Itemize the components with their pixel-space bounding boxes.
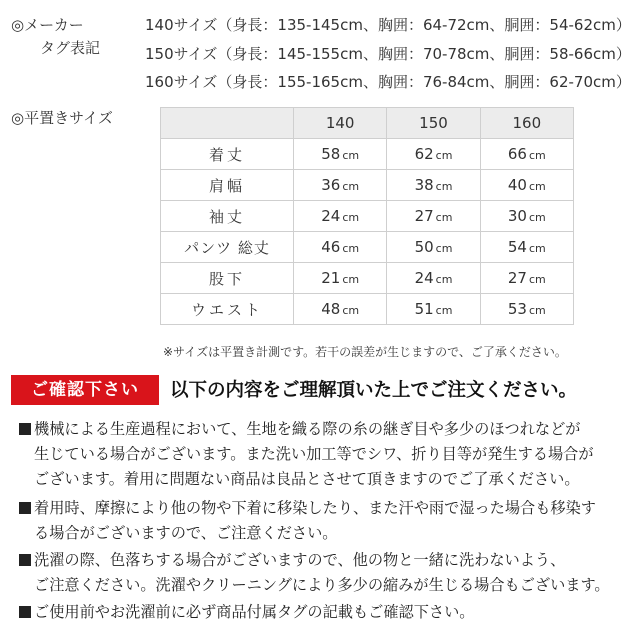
row-label: パンツ 総丈 <box>161 232 294 263</box>
table-cell: 66 cm <box>480 139 573 170</box>
table-cell: 38 cm <box>387 170 480 201</box>
flat-size-label: ◎平置きサイズ <box>11 109 113 127</box>
table-cell: 54 cm <box>480 232 573 263</box>
table-cell: 27 cm <box>480 263 573 294</box>
notice-item: 洗濯の際、色落ちする場合がございますので、他の物と一緒に洗わないよう、 ご注意ください。洗濯やクリーニングにより多少の縮みが生じる場合もございます。 <box>19 548 610 598</box>
table-cell: 27 cm <box>387 201 480 232</box>
row-label: 股下 <box>161 263 294 294</box>
table-row <box>161 201 574 232</box>
maker-label-2: タグ表記 <box>40 39 101 57</box>
maker-label: ◎メーカー <box>11 16 84 34</box>
square-bullet-icon <box>19 423 31 435</box>
table-header-160: 160 <box>480 108 573 139</box>
row-label: 着丈 <box>161 139 294 170</box>
square-bullet-icon <box>19 606 31 618</box>
table-header-150: 150 <box>387 108 480 139</box>
table-cell: 30 cm <box>480 201 573 232</box>
table-cell: 46 cm <box>294 232 387 263</box>
table-header-row <box>161 108 574 139</box>
table-cell: 21 cm <box>294 263 387 294</box>
table-cell: 48 cm <box>294 294 387 325</box>
table-row <box>161 263 574 294</box>
notice-item: 着用時、摩擦により他の物や下着に移染したり、また汗や雨で湿った場合も移染す る場合がございますので、ご注意ください。 <box>19 496 596 546</box>
tag-line-140: 140サイズ（身長：135-145cm、胸囲：64-72cm、胴囲：54-62cm） <box>145 16 631 34</box>
table-row <box>161 294 574 325</box>
confirm-badge: ご確認下さい <box>11 375 159 405</box>
notice-item: ご使用前やお洗濯前に必ず商品付属タグの記載もご確認下さい。 <box>19 600 474 625</box>
size-note: ※サイズは平置き計測です。若干の誤差が生じますので、ご了承ください。 <box>163 345 567 359</box>
table-row <box>161 170 574 201</box>
row-label: ウエスト <box>161 294 294 325</box>
table-cell: 62 cm <box>387 139 480 170</box>
row-label: 肩幅 <box>161 170 294 201</box>
size-table <box>160 107 574 325</box>
table-cell: 36 cm <box>294 170 387 201</box>
notice-item: 機械による生産過程において、生地を織る際の糸の継ぎ目や多少のほつれなどが 生じている場合がございます。また洗い加工等でシワ、折り目等が発生する場合が ございます。着用に問題ない商品は良品とさせて頂きますのでご了承ください。 <box>19 417 594 492</box>
table-row <box>161 139 574 170</box>
confirm-heading: 以下の内容をご理解頂いた上でご注文ください。 <box>170 380 578 401</box>
table-cell: 50 cm <box>387 232 480 263</box>
row-label: 袖丈 <box>161 201 294 232</box>
table-header-140: 140 <box>294 108 387 139</box>
tag-line-150: 150サイズ（身長：145-155cm、胸囲：70-78cm、胴囲：58-66cm） <box>145 45 631 63</box>
tag-line-160: 160サイズ（身長：155-165cm、胸囲：76-84cm、胴囲：62-70cm） <box>145 73 631 91</box>
table-cell: 53 cm <box>480 294 573 325</box>
square-bullet-icon <box>19 502 31 514</box>
table-cell: 51 cm <box>387 294 480 325</box>
table-cell: 58 cm <box>294 139 387 170</box>
square-bullet-icon <box>19 554 31 566</box>
table-cell: 40 cm <box>480 170 573 201</box>
table-cell: 24 cm <box>387 263 480 294</box>
table-cell: 24 cm <box>294 201 387 232</box>
table-row <box>161 232 574 263</box>
table-header-blank <box>161 108 294 139</box>
